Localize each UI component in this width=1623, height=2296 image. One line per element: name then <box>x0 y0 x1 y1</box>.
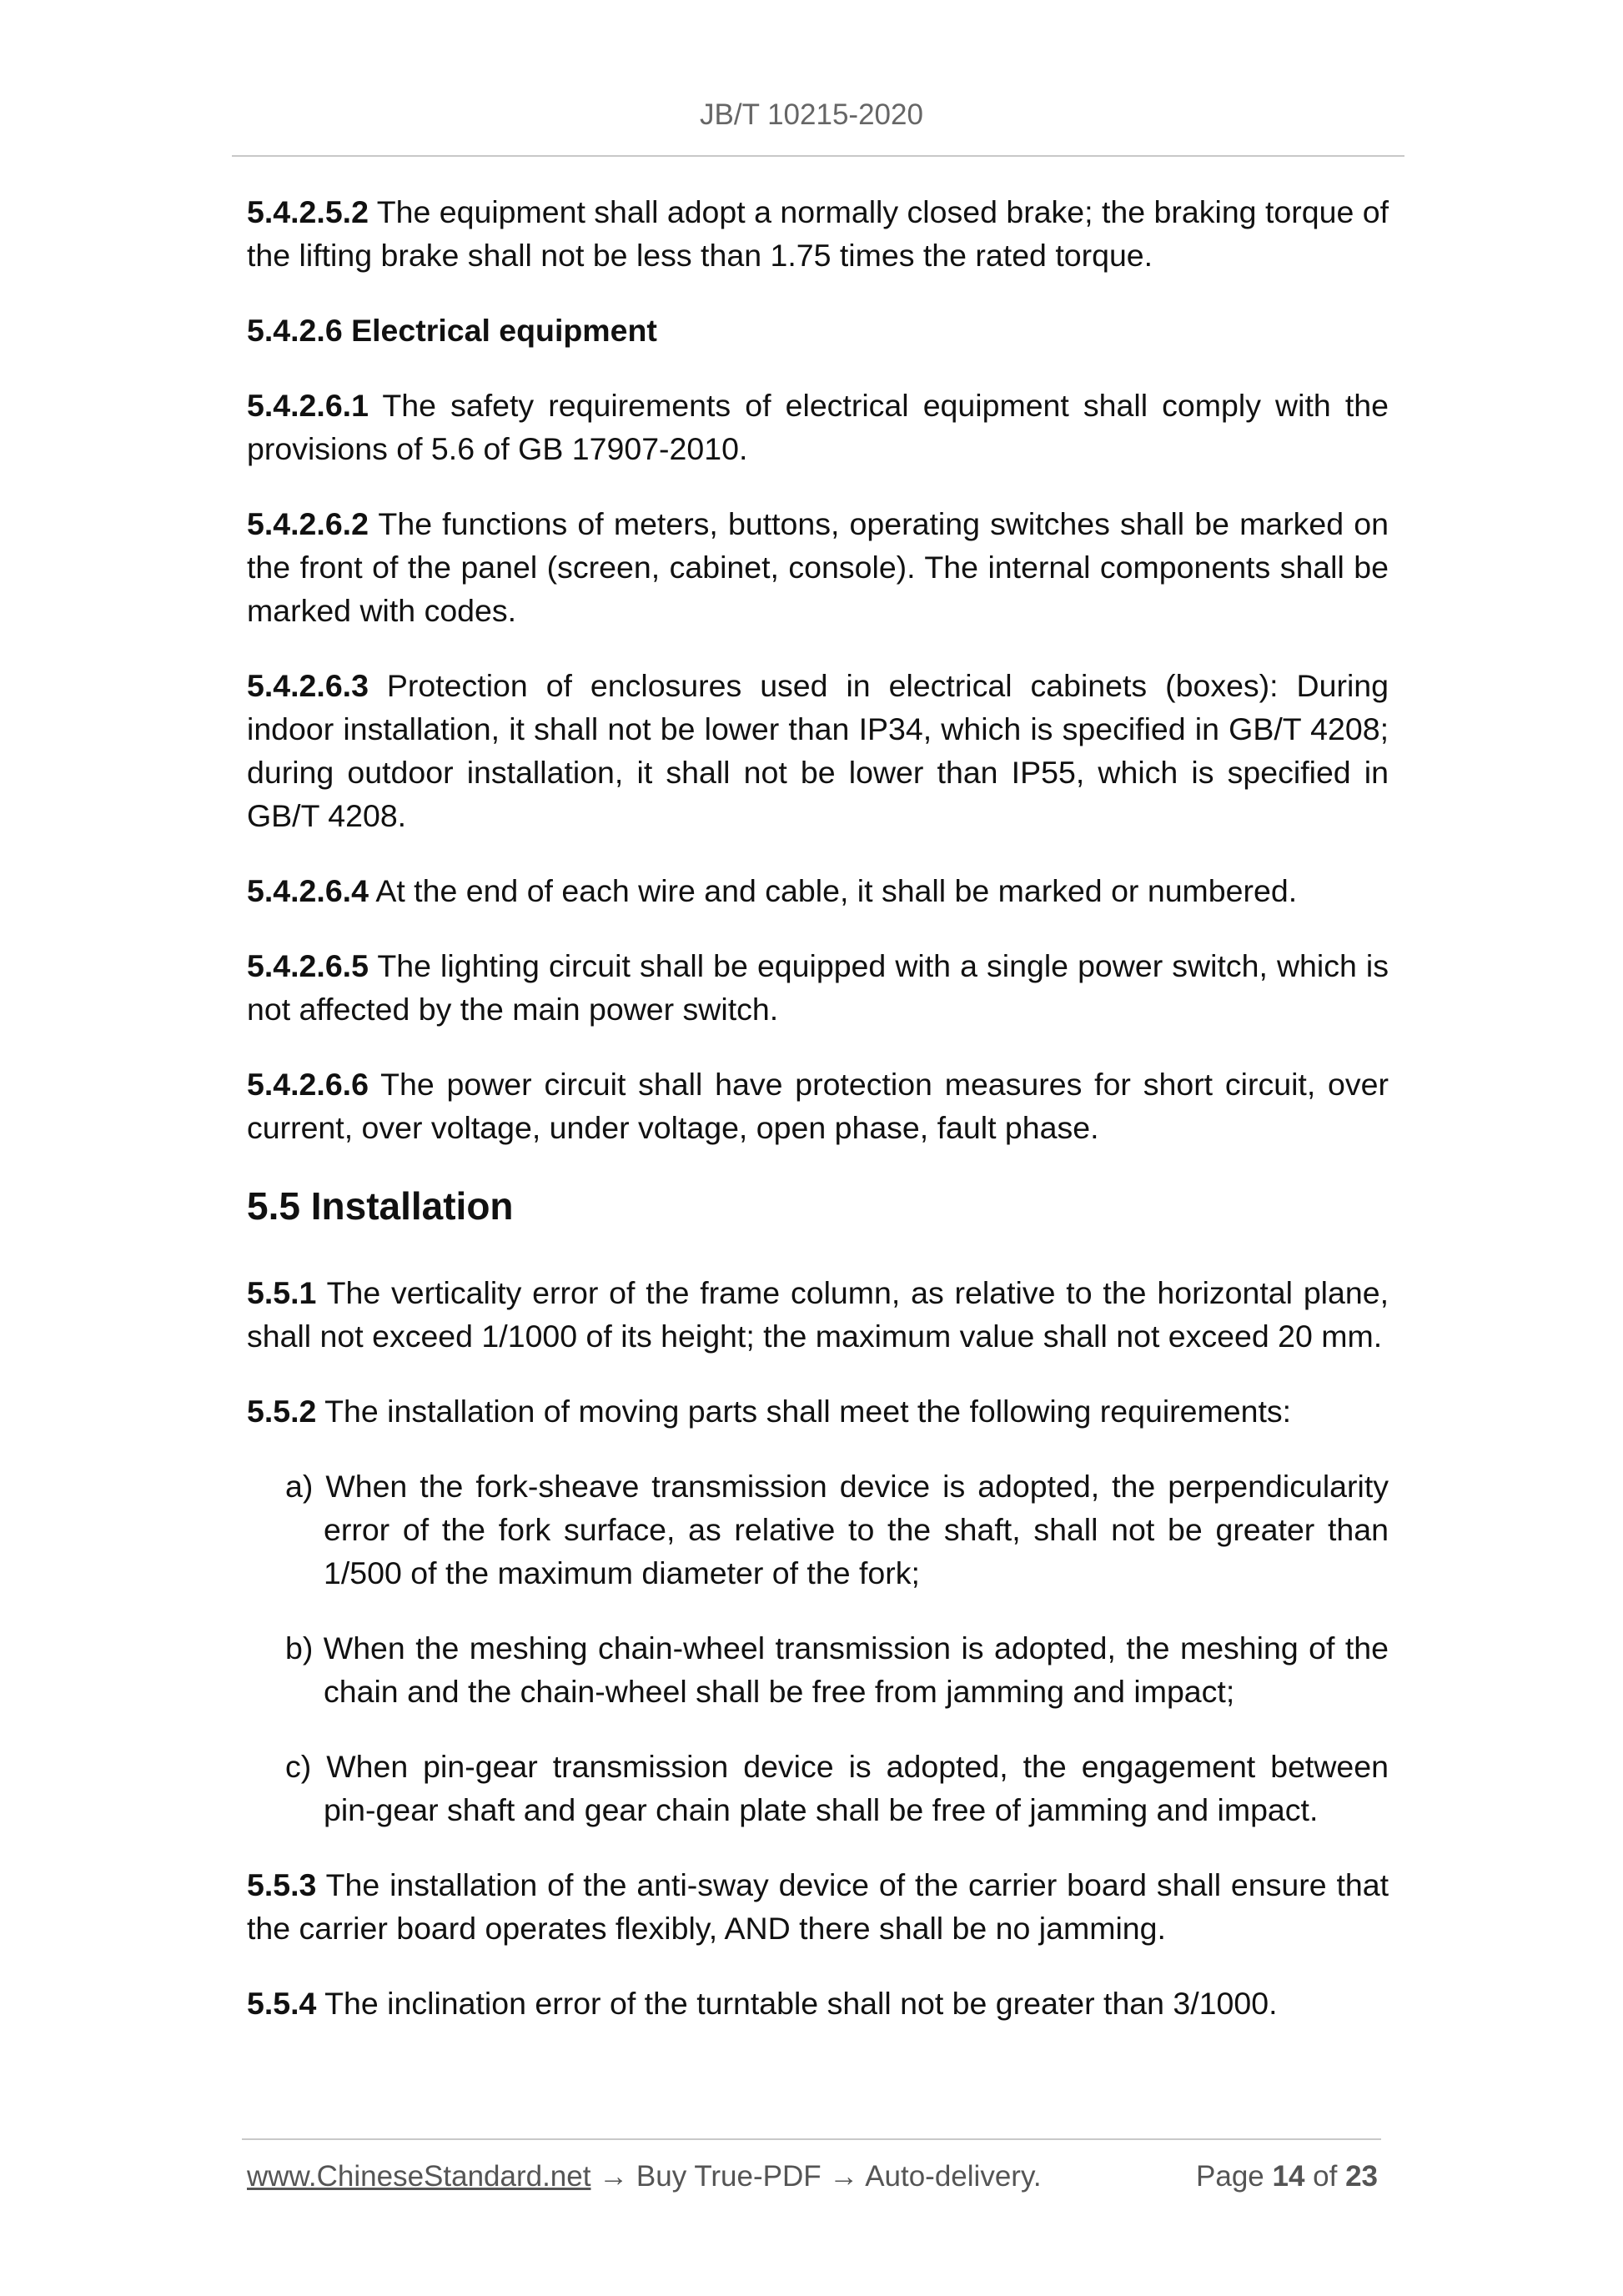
page-number: 14 <box>1272 2160 1305 2193</box>
footer-divider <box>242 2138 1381 2140</box>
clause-text: The inclination error of the turntable shall not be greater than 3/1000. <box>316 1986 1278 2021</box>
delivery-text: Auto-delivery. <box>865 2160 1042 2193</box>
page-label: Page <box>1196 2160 1273 2193</box>
clause-number: 5.5.1 <box>247 1275 317 1310</box>
clause-text: Protection of enclosures used in electrical cabinets (boxes): During indoor installation, it shall not be lower than IP34, which is specified in GB/T 4208; during outdoor installation, it shall not be lower than IP55, which is specified in GB/T 4208. <box>247 668 1389 833</box>
clause-text: The verticality error of the frame column, as relative to the horizontal plane, shall not exceed 1/1000 of its height; the maximum value shall not exceed 20 mm. <box>247 1275 1389 1354</box>
clause-number: 5.5.3 <box>247 1867 317 1902</box>
clause-number: 5.4.2.6.6 <box>247 1067 369 1102</box>
clause-text: The functions of meters, buttons, operating switches shall be marked on the front of the panel (screen, cabinet, console). The internal components shall be marked with codes. <box>247 506 1389 628</box>
clause-5-4-2-5-2 <box>247 190 1389 277</box>
clause-number: 5.4.2.6.3 <box>247 668 369 703</box>
clause-number: 5.5.4 <box>247 1986 317 2021</box>
website-link[interactable]: www.ChineseStandard.net <box>247 2160 591 2193</box>
list-text: When pin-gear transmission device is adopted, the engagement between pin-gear shaft and gear chain plate shall be free of jamming and impact. <box>324 1749 1389 1827</box>
clause-number: 5.4.2.6.1 <box>247 388 369 423</box>
footer-promo <box>247 2160 1042 2193</box>
clause-number: 5.4.2.6.5 <box>247 948 369 983</box>
section-heading-5-5: 5.5 Installation <box>247 1184 514 1228</box>
document-body <box>247 190 1389 2057</box>
clause-number: 5.4.2.6.4 <box>247 873 369 908</box>
list-marker: a) <box>285 1469 314 1504</box>
clause-text: The installation of the anti-sway device of the carrier board shall ensure that the carrier board operates flexibly, AND there shall be no jamming. <box>247 1867 1389 1946</box>
clause-text: The equipment shall adopt a normally closed brake; the braking torque of the lifting brake shall not be less than 1.75 times the rated torque. <box>247 194 1389 273</box>
clause-text: The power circuit shall have protection measures for short circuit, over current, over voltage, under voltage, open phase, fault phase. <box>247 1067 1389 1145</box>
page-counter <box>1196 2160 1378 2193</box>
clause-5-4-2-6-2 <box>247 502 1389 632</box>
clause-5-4-2-6-4 <box>247 869 1389 912</box>
section-heading-5-4-2-6: 5.4.2.6 Electrical equipment <box>247 313 657 348</box>
clause-number: 5.5.2 <box>247 1394 317 1429</box>
arrow-icon: → <box>590 2160 636 2193</box>
header-divider <box>232 155 1404 157</box>
clause-5-4-2-6-3 <box>247 664 1389 837</box>
clause-text: The lighting circuit shall be equipped with a single power switch, which is not affected by the main power switch. <box>247 948 1389 1027</box>
clause-5-4-2-6-1 <box>247 384 1389 470</box>
list-text: When the meshing chain-wheel transmission is adopted, the meshing of the chain and the chain-wheel shall be free from jamming and impact; <box>323 1630 1389 1709</box>
buy-text: Buy True-PDF <box>636 2160 822 2193</box>
clause-5-5-3 <box>247 1863 1389 1950</box>
list-item-b <box>247 1626 1389 1713</box>
page-total: 23 <box>1345 2160 1378 2193</box>
clause-5-4-2-6-5 <box>247 944 1389 1031</box>
list-text: When the fork-sheave transmission device is adopted, the perpendicularity error of the fork surface, as relative to the shaft, shall not be greater than 1/500 of the maximum diameter of the fork; <box>324 1469 1389 1590</box>
clause-5-4-2-6-6 <box>247 1063 1389 1149</box>
clause-number: 5.4.2.6.2 <box>247 506 369 541</box>
arrow-icon: → <box>821 2160 866 2193</box>
clause-5-5-4 <box>247 1982 1389 2025</box>
list-marker: b) <box>285 1630 314 1665</box>
clause-text: The installation of moving parts shall meet the following requirements: <box>316 1394 1292 1429</box>
list-item-a <box>247 1465 1389 1595</box>
clause-number: 5.4.2.5.2 <box>247 194 369 229</box>
clause-5-5-2 <box>247 1389 1389 1433</box>
list-marker: c) <box>285 1749 312 1784</box>
clause-text: At the end of each wire and cable, it shall be marked or numbered. <box>368 873 1298 908</box>
of-label: of <box>1304 2160 1346 2193</box>
clause-text: The safety requirements of electrical equipment shall comply with the provisions of 5.6 of GB 17907-2010. <box>247 388 1389 466</box>
page-header: JB/T 10215-2020 <box>700 98 923 131</box>
clause-5-5-1 <box>247 1271 1389 1358</box>
list-item-c <box>247 1745 1389 1831</box>
